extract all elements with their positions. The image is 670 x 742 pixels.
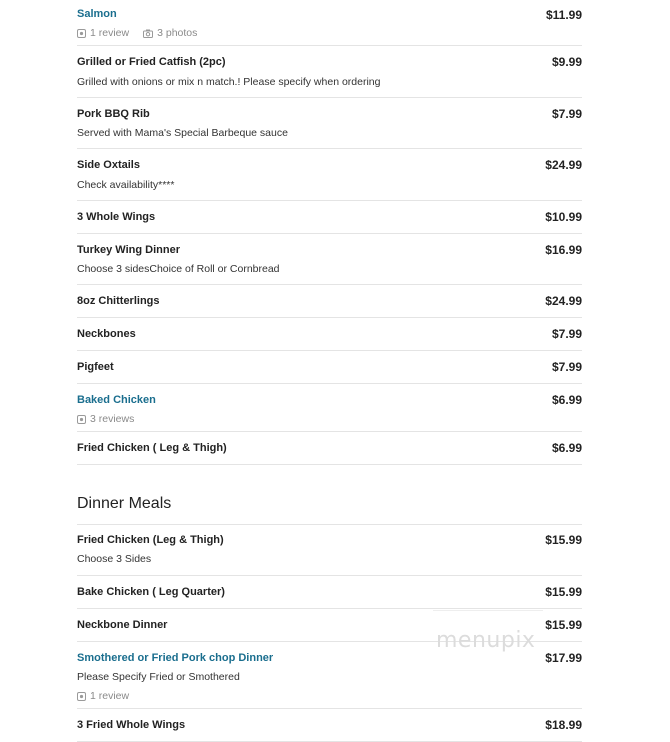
menu-item xyxy=(77,351,582,384)
photos-link[interactable] xyxy=(143,27,197,39)
menu-item xyxy=(77,0,582,46)
item-name: Side Oxtails xyxy=(77,159,140,171)
watermark-logo: menupix xyxy=(436,628,536,653)
menu-item xyxy=(77,576,582,609)
reviews-count: 3 reviews xyxy=(90,413,135,425)
item-name: Turkey Wing Dinner xyxy=(77,244,180,256)
item-price: $7.99 xyxy=(551,107,582,121)
item-price: $7.99 xyxy=(551,327,582,341)
item-name: Pork BBQ Rib xyxy=(77,108,150,120)
item-meta xyxy=(77,690,129,702)
item-price: $11.99 xyxy=(545,8,582,22)
review-icon xyxy=(77,692,86,701)
menu-item xyxy=(77,98,582,149)
item-name: Pigfeet xyxy=(77,361,114,373)
item-name: Fried Chicken ( Leg & Thigh) xyxy=(77,442,227,454)
menu-item xyxy=(77,46,582,98)
review-icon xyxy=(77,415,86,424)
item-description: Choose 3 Sides xyxy=(77,553,152,565)
item-name: Neckbones xyxy=(77,328,136,340)
item-name-link[interactable]: Baked Chicken xyxy=(77,394,156,406)
item-name: Bake Chicken ( Leg Quarter) xyxy=(77,586,225,598)
item-description: Please Specify Fried or Smothered xyxy=(77,671,240,683)
reviews-count: 1 review xyxy=(90,690,130,702)
item-name-link[interactable]: Smothered or Fried Pork chop Dinner xyxy=(77,652,274,664)
watermark-divider xyxy=(433,610,543,611)
item-name: Neckbone Dinner xyxy=(77,619,168,631)
item-name-link[interactable]: Salmon xyxy=(77,8,117,20)
item-meta xyxy=(77,413,134,425)
item-description: Check availability**** xyxy=(77,179,175,191)
menu-item xyxy=(77,525,582,576)
section-title: Dinner Meals xyxy=(77,495,172,512)
reviews-link[interactable] xyxy=(77,690,129,702)
item-name: 8oz Chitterlings xyxy=(77,295,160,307)
item-price: $15.99 xyxy=(545,533,582,547)
item-name: 3 Whole Wings xyxy=(77,211,156,223)
item-price: $6.99 xyxy=(551,393,582,407)
menu-item xyxy=(77,432,582,465)
item-price: $7.99 xyxy=(551,360,582,374)
item-price: $16.99 xyxy=(545,243,582,257)
menu-item xyxy=(77,201,582,234)
item-price: $10.99 xyxy=(545,210,582,224)
menu-item xyxy=(77,709,582,742)
item-price: $24.99 xyxy=(545,294,582,308)
menu-item xyxy=(77,318,582,351)
menu-item xyxy=(77,234,582,285)
item-price: $18.99 xyxy=(545,718,582,732)
reviews-link[interactable] xyxy=(77,27,129,39)
menu-item xyxy=(77,149,582,201)
section-header xyxy=(77,465,582,525)
camera-icon xyxy=(143,29,153,38)
reviews-link[interactable] xyxy=(77,413,134,425)
review-icon xyxy=(77,29,86,38)
item-name: 3 Fried Whole Wings xyxy=(77,719,186,731)
item-name: Grilled or Fried Catfish (2pc) xyxy=(77,56,226,68)
item-price: $15.99 xyxy=(545,585,582,599)
menu-item xyxy=(77,285,582,318)
reviews-count: 1 review xyxy=(90,27,130,39)
item-price: $24.99 xyxy=(545,158,582,172)
item-description: Choose 3 sidesChoice of Roll or Cornbread xyxy=(77,263,280,275)
item-description: Grilled with onions or mix n match.! Please specify when ordering xyxy=(77,76,381,88)
item-name: Fried Chicken (Leg & Thigh) xyxy=(77,534,224,546)
menu-item xyxy=(77,384,582,432)
item-price: $9.99 xyxy=(551,55,582,69)
item-price: $17.99 xyxy=(545,651,582,665)
item-description: Served with Mama's Special Barbeque sauce xyxy=(77,127,288,139)
item-meta xyxy=(77,27,197,39)
item-price: $15.99 xyxy=(545,618,582,632)
item-price: $6.99 xyxy=(551,441,582,455)
photos-count: 3 photos xyxy=(157,27,198,39)
